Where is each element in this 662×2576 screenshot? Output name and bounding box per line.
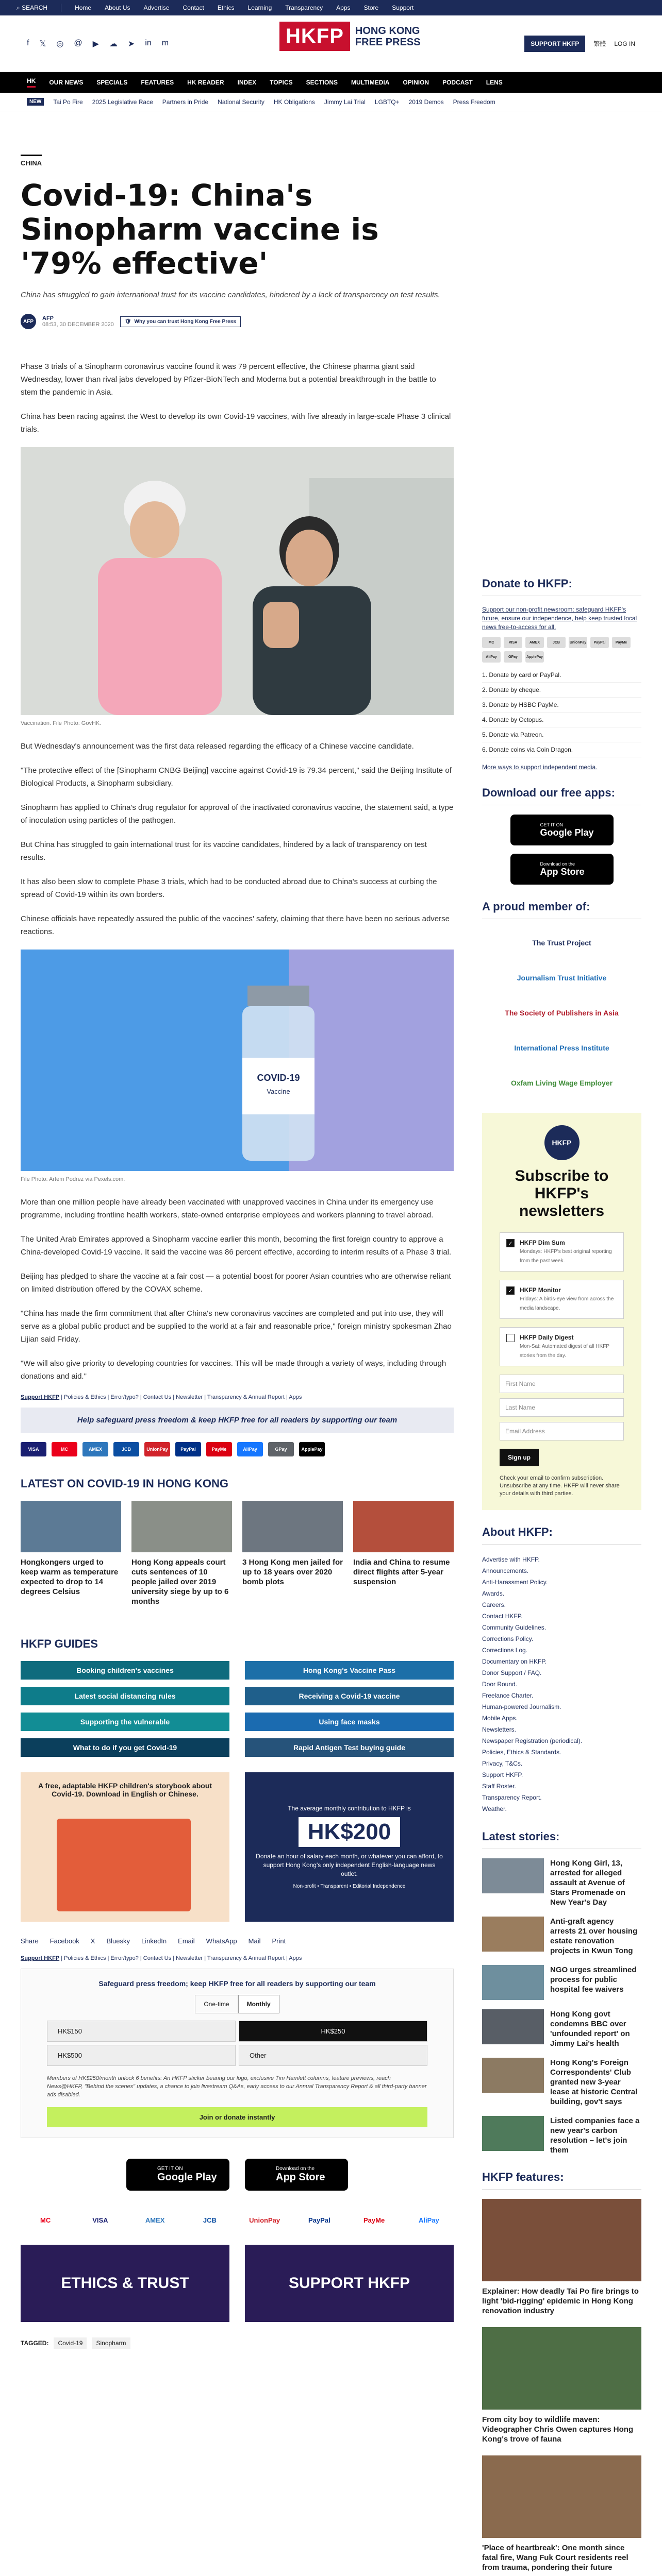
app-store-button[interactable]: Download on the App Store xyxy=(510,854,614,885)
topbar-ethics[interactable]: Ethics xyxy=(217,4,235,11)
app-store-button[interactable]: Download on the App Store xyxy=(245,2159,348,2191)
paragraph: The United Arab Emirates approved a Sinopharm vaccine earlier this month, becoming the first foreign country to approve a China-developed Covid-19 vaccine. It said the vaccine was 86 percent effective, according to interim results of a Phase 3 trial. xyxy=(21,1235,452,1257)
about-link[interactable]: Awards. xyxy=(482,1590,505,1597)
paragraph: Phase 3 trials of a Sinopharm coronavirus vaccine found it was 79 percent effective, the Chinese pharma giant said Wednesday, lower than rival jabs developed by Pfizer-BioNTech and Moderna but a potential breakthrough in the battle to stem the pandemic in Asia. xyxy=(21,362,436,397)
donate-title: Safeguard press freedom; keep HKFP free for all readers by supporting our team xyxy=(98,1979,376,1988)
about-link[interactable]: Human-powered Journalism. xyxy=(482,1703,561,1710)
story-thumbnail xyxy=(482,1858,544,1893)
logo-mark: HKFP xyxy=(279,22,350,51)
guide-button[interactable]: Hong Kong's Vaccine Pass xyxy=(245,1661,454,1680)
author-avatar[interactable]: AFP xyxy=(21,314,36,329)
nav-lens[interactable]: LENS xyxy=(486,79,503,86)
nav-our-news[interactable]: OUR NEWS xyxy=(49,79,84,86)
hkfp-logo: HKFP xyxy=(544,1125,580,1160)
about-link[interactable]: Staff Roster. xyxy=(482,1783,516,1790)
unionpay-icon: UnionPay xyxy=(144,1442,170,1456)
about-link[interactable]: Donor Support / FAQ. xyxy=(482,1669,542,1676)
about-link[interactable]: Advertise with HKFP. xyxy=(482,1556,540,1563)
about-link[interactable]: Privacy, T&Cs. xyxy=(482,1760,523,1767)
tags xyxy=(21,2337,454,2349)
visa-icon: VISA xyxy=(504,637,522,648)
guide-button[interactable]: Rapid Antigen Test buying guide xyxy=(245,1738,454,1757)
policy-links[interactable]: | Policies & Ethics | Error/typo? | Contact Us | Newsletter | Transparency & Annual Report | Apps xyxy=(61,1394,302,1400)
oxfam-logo[interactable]: Oxfam Living Wage Employer xyxy=(510,1079,613,1087)
member-panel xyxy=(482,900,641,1097)
about-link[interactable]: Mobile Apps. xyxy=(482,1715,518,1722)
social-links xyxy=(27,39,169,49)
frequency-tabs xyxy=(47,1995,427,2013)
donate-option[interactable]: 1. Donate by card or PayPal. xyxy=(482,668,641,683)
story-item[interactable]: Hong Kong govt condemns BBC over 'unfounded report' on Jimmy Lai's health xyxy=(482,2009,641,2048)
guide-button[interactable]: Booking children's vaccines xyxy=(21,1661,229,1680)
storybook-promo[interactable]: A free, adaptable HKFP children's storybook about Covid-19. Download in English or Chinese. xyxy=(21,1772,229,1922)
topbar-about[interactable]: About Us xyxy=(105,4,130,11)
paragraph: More than one million people have already been vaccinated with unapproved vaccines in China under its emergency use programme, including frontline health workers, state-owned enterprise employees and workers planning to travel abroad. xyxy=(21,1198,434,1219)
guide-button[interactable]: Using face masks xyxy=(245,1713,454,1731)
story-thumbnail xyxy=(482,2116,544,2151)
nav-index[interactable]: INDEX xyxy=(237,79,257,86)
paragraph: Sinopharm has applied to China's drug regulator for approval of the inactivated coronavirus vaccine, the statement said, a type of inoculation using particles of the pathogen. xyxy=(21,803,454,825)
feature-thumbnail xyxy=(482,2455,641,2538)
share-bluesky[interactable]: Bluesky xyxy=(106,1937,130,1945)
story-item[interactable]: Anti-graft agency arrests 21 over housing estate renovation projects in Kwun Tong xyxy=(482,1917,641,1956)
story-thumbnail xyxy=(21,1501,121,1552)
amount-options xyxy=(47,2021,427,2066)
support-hkfp-banner[interactable]: SUPPORT HKFP xyxy=(245,2245,454,2322)
feature-thumbnail xyxy=(482,2199,641,2281)
about-link[interactable]: Careers. xyxy=(482,1601,506,1608)
story-thumbnail xyxy=(131,1501,232,1552)
latest-stories-panel xyxy=(482,1830,641,2155)
trending-bar xyxy=(0,93,662,111)
guide-button[interactable]: Latest social distancing rules xyxy=(21,1687,229,1705)
newsletter-option[interactable]: ✓ HKFP Dim Sum Mondays: HKFP's best original reporting from the past week. xyxy=(500,1232,624,1272)
paragraph: But Wednesday's announcement was the first data released regarding the efficacy of a Chinese vaccine candidate. xyxy=(21,742,414,751)
bluesky-icon[interactable]: ☁ xyxy=(109,39,118,48)
mastercard-icon: MC xyxy=(52,1442,77,1456)
nav-sections[interactable]: SECTIONS xyxy=(306,79,338,86)
promo-row xyxy=(21,1772,454,1922)
sidebar-heading: Latest stories: xyxy=(482,1830,641,1849)
login-link[interactable]: LOG IN xyxy=(614,40,635,47)
donate-panel xyxy=(482,577,641,771)
visa-icon: VISA xyxy=(21,1442,46,1456)
tab-one-time[interactable]: One-time xyxy=(195,1995,238,2013)
payme-icon: PayMe xyxy=(612,637,631,648)
trending-item[interactable]: Jimmy Lai Trial xyxy=(324,98,366,106)
vaccination-illustration xyxy=(21,447,454,715)
tab-monthly[interactable]: Monthly xyxy=(238,1995,279,2013)
nav-podcast[interactable]: PODCAST xyxy=(442,79,473,86)
about-link[interactable]: Documentary on HKFP. xyxy=(482,1658,547,1665)
payment-methods-grid xyxy=(21,2211,454,2229)
main-nav xyxy=(0,72,662,93)
features-panel xyxy=(482,2171,641,2572)
visa-icon: VISA xyxy=(92,2216,108,2224)
site-header xyxy=(0,15,662,72)
about-link[interactable]: Corrections Policy. xyxy=(482,1635,534,1642)
amount-option-other[interactable]: Other xyxy=(239,2045,427,2066)
feature-item[interactable]: From city boy to wildlife maven: Videographer Chris Owen captures Hong Kong's trove of fauna xyxy=(482,2327,641,2444)
about-link[interactable]: Community Guidelines. xyxy=(482,1624,547,1631)
article-standfirst: China has struggled to gain international trust for its vaccine candidates, hindered by a lack of transparency on test results. xyxy=(21,291,440,299)
instagram-icon[interactable]: ◎ xyxy=(56,39,64,48)
ethics-trust-banner[interactable]: ETHICS & TRUST xyxy=(21,2245,229,2322)
donate-blurb: Support our non-profit newsroom: safeguard HKFP's future, ensure our independence, help keep trusted local news free-to-access for all. xyxy=(482,606,637,631)
share-bar xyxy=(21,1937,454,1945)
sidebar-heading: Donate to HKFP: xyxy=(482,577,641,596)
logo-text: HONG KONG FREE PRESS xyxy=(355,25,421,48)
article-category[interactable]: CHINA xyxy=(21,155,42,167)
footer-banners xyxy=(21,2245,454,2322)
about-link[interactable]: Policies, Ethics & Standards. xyxy=(482,1749,561,1756)
nav-features[interactable]: FEATURES xyxy=(141,79,174,86)
search-link[interactable]: ⌕ SEARCH xyxy=(16,4,48,11)
guide-button[interactable]: What to do if you get Covid-19 xyxy=(21,1738,229,1757)
apps-panel xyxy=(482,786,641,885)
language-toggle[interactable]: 繁體 xyxy=(593,40,606,47)
donate-option[interactable]: 2. Donate by cheque. xyxy=(482,683,641,698)
story-item[interactable]: NGO urges streamlined process for public hospital fee waivers xyxy=(482,1965,641,2000)
paragraph: It has also been slow to complete Phase 3 trials, which had to be conducted abroad due to China's success at curbing the spread of Covid-19 within its own borders. xyxy=(21,877,437,899)
about-link[interactable]: Transparency Report. xyxy=(482,1794,542,1801)
share-label: Share xyxy=(21,1937,39,1945)
topbar-transparency[interactable]: Transparency xyxy=(285,4,323,11)
donate-widget xyxy=(21,1969,454,2138)
jcb-icon: JCB xyxy=(113,1442,139,1456)
nav-specials[interactable]: SPECIALS xyxy=(96,79,128,86)
applepay-icon: ApplePay xyxy=(299,1442,325,1456)
amount-option[interactable]: HK$150 xyxy=(47,2021,236,2042)
payment-logos-mini xyxy=(482,637,641,663)
alipay-icon: AliPay xyxy=(482,651,501,663)
feature-thumbnail xyxy=(482,2327,641,2410)
alipay-icon: AliPay xyxy=(237,1442,263,1456)
donate-option[interactable]: 6. Donate coins via Coin Dragon. xyxy=(482,742,641,757)
paragraph: China has been racing against the West to develop its own Covid-19 vaccines, with five already in large-scale Phase 3 clinical trials. xyxy=(21,412,451,434)
amex-icon: AMEX xyxy=(145,2216,165,2224)
facebook-icon[interactable]: f xyxy=(27,38,29,47)
story-item[interactable]: Hong Kong Girl, 13, arrested for alleged assault at Avenue of Stars Promenade on New Year's Day xyxy=(482,1858,641,1907)
feature-item[interactable]: 'Place of heartbreak': One month since fatal fire, Wang Fuk Court residents reel from trauma, pondering their future xyxy=(482,2455,641,2572)
guides-grid xyxy=(21,1661,454,1757)
photo-caption: Vaccination. File Photo: GovHK. xyxy=(21,720,102,726)
trending-item[interactable]: Partners in Pride xyxy=(162,98,209,106)
amex-icon: AMEX xyxy=(525,637,544,648)
about-link[interactable]: Weather. xyxy=(482,1805,507,1812)
membership-note: Members of HK$250/month unlock 6 benefits: An HKFP sticker bearing our logo, exclusive Tim Hamlett columns, feature previews, reach News@HKFP, "Behind the scenes" updates, a chance to join livestream Q&As, early access to our Annual Transparency Report & all third-party banner ads disabled. xyxy=(47,2075,427,2098)
sopa-logo[interactable]: The Society of Publishers in Asia xyxy=(505,1009,619,1017)
sidebar xyxy=(482,577,641,2576)
linkedin-icon[interactable]: in xyxy=(145,38,152,47)
story-thumbnail xyxy=(482,1917,544,1952)
donation-promo[interactable]: The average monthly contribution to HKFP is HK$200 Donate an hour of salary each month, or whatever you can afford, to support Hong Kong's only independent English-language news outlet. Non-profit • Transparent • Editorial Independence xyxy=(245,1772,454,1922)
share-facebook[interactable]: Facebook xyxy=(49,1937,79,1945)
article-footer-links xyxy=(21,1394,454,1400)
trending-item[interactable]: Press Freedom xyxy=(453,98,495,106)
photo-caption: File Photo: Artem Podrez via Pexels.com. xyxy=(21,1176,125,1182)
feature-item[interactable]: Explainer: How deadly Tai Po fire brings to light 'bid-rigging' epidemic in Hong Kong renovation industry xyxy=(482,2199,641,2316)
payme-icon: PayMe xyxy=(206,1442,232,1456)
vaccine-vial-illustration xyxy=(21,950,454,1171)
support-hkfp-link[interactable]: Support HKFP xyxy=(21,1394,60,1400)
share-x[interactable]: X xyxy=(90,1937,95,1945)
byline xyxy=(21,314,454,329)
average-amount: HK$200 xyxy=(299,1817,400,1847)
support-hkfp-button[interactable]: SUPPORT HKFP xyxy=(524,36,585,52)
newsletter-option[interactable]: HKFP Daily Digest Mon-Sat: Automated digest of all HKFP stories from the day. xyxy=(500,1327,624,1366)
vaccine-vial-photo xyxy=(21,950,454,1171)
app-store-buttons xyxy=(21,2159,454,2191)
sidebar-heading: HKFP features: xyxy=(482,2171,641,2190)
author-name[interactable]: AFP xyxy=(42,315,54,321)
donate-option[interactable]: 3. Donate by HSBC PayMe. xyxy=(482,698,641,713)
latest-covid-list xyxy=(21,1501,454,1606)
shield-icon: 🛡 xyxy=(124,318,131,325)
support-hkfp-link[interactable]: Support HKFP xyxy=(21,1955,60,1961)
story-thumbnail xyxy=(482,2058,544,2093)
paragraph: Chinese officials have repeatedly assured the public of the vaccines' safety, claiming that there have been no serious adverse reactions. xyxy=(21,914,450,936)
more-ways-link[interactable]: More ways to support independent media. xyxy=(482,764,598,771)
googlepay-icon: GPay xyxy=(268,1442,294,1456)
topbar-support[interactable]: Support xyxy=(392,4,414,11)
threads-icon[interactable]: @ xyxy=(74,38,82,47)
latest-card[interactable]: India and China to resume direct flights after 5-year suspension xyxy=(353,1501,454,1606)
new-badge: NEW xyxy=(27,98,44,106)
paragraph: "We will also give priority to developing countries for vaccines. This will be made through a variety of ways, including through donations and aid." xyxy=(21,1359,446,1381)
about-link[interactable]: Door Round. xyxy=(482,1681,518,1688)
paragraph: Beijing has pledged to share the vaccine at a fair cost — a potential boost for poorer Asian countries who are otherwise reliant on limited distribution offered by the COVAX scheme. xyxy=(21,1272,451,1294)
topbar-home[interactable]: Home xyxy=(75,4,92,11)
first-name-input[interactable]: First Name xyxy=(500,1375,624,1393)
jti-logo[interactable]: Journalism Trust Initiative xyxy=(517,974,607,982)
jcb-icon: JCB xyxy=(203,2216,217,2224)
newsletter-panel xyxy=(482,1113,641,1510)
payme-icon: PayMe xyxy=(363,2216,385,2224)
vaccination-photo xyxy=(21,447,454,715)
share-print[interactable]: Print xyxy=(272,1937,286,1945)
jcb-icon: JCB xyxy=(547,637,566,648)
vial-label: COVID-19 xyxy=(257,1073,300,1083)
trending-item[interactable]: 2019 Demos xyxy=(408,98,444,106)
about-link[interactable]: Newsletters. xyxy=(482,1726,517,1733)
nav-multimedia[interactable]: MULTIMEDIA xyxy=(351,79,390,86)
applepay-icon: ApplePay xyxy=(525,651,544,663)
nav-opinion[interactable]: OPINION xyxy=(403,79,429,86)
signup-button[interactable]: Sign up xyxy=(500,1449,539,1466)
unionpay-icon: UnionPay xyxy=(249,2216,280,2224)
last-name-input[interactable]: Last Name xyxy=(500,1398,624,1417)
paypal-icon: PayPal xyxy=(308,2216,330,2224)
share-whatsapp[interactable]: WhatsApp xyxy=(206,1937,237,1945)
trust-badge[interactable]: 🛡 Why you can trust Hong Kong Free Press xyxy=(120,316,241,327)
article-main xyxy=(21,155,454,2349)
topbar-learning[interactable]: Learning xyxy=(247,4,272,11)
trending-item[interactable]: Tai Po Fire xyxy=(53,98,83,106)
telegram-icon[interactable]: ➤ xyxy=(127,39,135,48)
support-banner[interactable]: Help safeguard press freedom & keep HKFP free for all readers by supporting our team xyxy=(21,1408,454,1433)
tag-link[interactable]: Sinopharm xyxy=(92,2337,130,2349)
site-logo[interactable] xyxy=(279,22,421,51)
about-link[interactable]: Contact HKFP. xyxy=(482,1613,523,1620)
trending-item[interactable]: National Security xyxy=(218,98,264,106)
trending-item[interactable]: LGBTQ+ xyxy=(374,98,400,106)
tag-link[interactable]: Covid-19 xyxy=(54,2337,87,2349)
trust-project-logo[interactable]: The Trust Project xyxy=(532,939,591,947)
google-play-button[interactable]: GET IT ON Google Play xyxy=(126,2159,229,2191)
newsletter-title: Subscribe to HKFP's newsletters xyxy=(515,1167,609,1219)
donate-option[interactable]: 4. Donate by Octopus. xyxy=(482,713,641,727)
paypal-icon: PayPal xyxy=(590,637,609,648)
google-play-button[interactable]: GET IT ON Google Play xyxy=(510,815,614,845)
guide-button[interactable]: Supporting the vulnerable xyxy=(21,1713,229,1731)
about-link[interactable]: Anti-Harassment Policy. xyxy=(482,1579,548,1586)
googlepay-icon: GPay xyxy=(504,651,522,663)
story-thumbnail xyxy=(482,2009,544,2044)
checkbox[interactable] xyxy=(506,1334,515,1342)
story-item[interactable]: Hong Kong's Foreign Correspondents' Club granted new 3-year lease at historic Central building, gov't says xyxy=(482,2058,641,2107)
checkbox-checked[interactable]: ✓ xyxy=(506,1239,515,1247)
ipi-logo[interactable]: International Press Institute xyxy=(514,1044,609,1052)
sidebar-heading: Download our free apps: xyxy=(482,786,641,805)
latest-card[interactable]: Hong Kong appeals court cuts sentences of 10 people jailed over 2019 university siege by up to 6 months xyxy=(131,1501,232,1606)
checkbox-checked[interactable]: ✓ xyxy=(506,1286,515,1295)
latest-card[interactable]: Hongkongers urged to keep warm as temperature expected to drop to 14 degrees Celsius xyxy=(21,1501,121,1606)
newsletter-fine-print: Check your email to confirm subscription. Unsubscribe at any time. HKFP will never share your details with third parties. xyxy=(500,1475,620,1497)
topbar-advertise[interactable]: Advertise xyxy=(143,4,170,11)
donate-option[interactable]: 5. Donate via Patreon. xyxy=(482,727,641,742)
topbar-store[interactable]: Store xyxy=(363,4,379,11)
about-list xyxy=(482,1554,641,1815)
unionpay-icon: UnionPay xyxy=(569,637,587,648)
vial-sublabel: Vaccine xyxy=(267,1088,290,1095)
policy-links[interactable]: | Policies & Ethics | Error/typo? | Contact Us | Newsletter | Transparency & Annual Report | Apps xyxy=(61,1955,302,1961)
paragraph: "China has made the firm commitment that after China's new coronavirus vaccines are completed and put into use, they will serve as a global public product and be supplied to the world at a fair and reasonable price," foreign ministry spokesman Zhao Lijian said Friday. xyxy=(21,1309,452,1344)
youtube-icon[interactable]: ▶ xyxy=(92,39,99,48)
share-email[interactable]: Email xyxy=(178,1937,195,1945)
nav-hk[interactable]: HK xyxy=(27,77,36,88)
latest-card[interactable]: 3 Hong Kong men jailed for up to 18 years over 2020 bomb plots xyxy=(242,1501,343,1606)
paypal-icon: PayPal xyxy=(175,1442,201,1456)
latest-section-title: LATEST ON COVID-19 IN HONG KONG xyxy=(21,1477,228,1490)
storybook-cover xyxy=(57,1819,191,1911)
about-link[interactable]: Newspaper Registration (periodical). xyxy=(482,1737,583,1744)
trending-item[interactable]: HK Obligations xyxy=(273,98,315,106)
about-panel xyxy=(482,1526,641,1815)
about-link[interactable]: Support HKFP. xyxy=(482,1771,523,1778)
guide-button[interactable]: Receiving a Covid-19 vaccine xyxy=(245,1687,454,1705)
sidebar-heading: A proud member of: xyxy=(482,900,641,919)
share-mail[interactable]: Mail xyxy=(248,1937,261,1945)
story-thumbnail xyxy=(242,1501,343,1552)
article-footer-links xyxy=(21,1955,454,1961)
share-linkedin[interactable]: LinkedIn xyxy=(141,1937,167,1945)
about-link[interactable]: Corrections Log. xyxy=(482,1647,528,1654)
paragraph: But China has struggled to gain international trust for its vaccine candidates, hindered by a lack of transparency on test results. xyxy=(21,840,427,862)
publish-date: 08:53, 30 DECEMBER 2020 xyxy=(42,321,114,328)
story-thumbnail xyxy=(482,1965,544,2000)
top-bar xyxy=(0,0,662,15)
amex-icon: AMEX xyxy=(82,1442,108,1456)
newsletter-option[interactable]: ✓ HKFP Monitor Fridays: A birds-eye view from across the media landscape. xyxy=(500,1280,624,1319)
email-input[interactable]: Email Address xyxy=(500,1422,624,1440)
payment-logos xyxy=(21,1442,454,1456)
paragraph: "The protective effect of the [Sinopharm CNBG Beijing] vaccine against Covid-19 is 79.34 percent," said the Beijing Institute of Biological Products, a Sinopharm subsidiary. xyxy=(21,766,452,788)
story-item[interactable]: Listed companies face a new year's carbon resolution – let's join them xyxy=(482,2116,641,2155)
article-title: Covid-19: China's Sinopharm vaccine is '79% effective' xyxy=(21,178,379,281)
mastercard-icon: MC xyxy=(40,2216,51,2224)
topbar-contact[interactable]: Contact xyxy=(183,4,204,11)
x-icon[interactable]: 𝕏 xyxy=(39,39,46,48)
tagged-label: TAGGED: xyxy=(21,2340,49,2347)
about-link[interactable]: Announcements. xyxy=(482,1567,529,1574)
story-thumbnail xyxy=(353,1501,454,1552)
nav-topics[interactable]: TOPICS xyxy=(270,79,293,86)
join-donate-button[interactable]: Join or donate instantly xyxy=(47,2107,427,2127)
guides-title: HKFP GUIDES xyxy=(21,1637,98,1650)
trending-item[interactable]: 2025 Legislative Race xyxy=(92,98,153,106)
mastodon-icon[interactable]: m xyxy=(161,38,169,47)
sidebar-heading: About HKFP: xyxy=(482,1526,641,1545)
amount-option-selected[interactable]: HK$250 xyxy=(239,2021,427,2042)
about-link[interactable]: Freelance Charter. xyxy=(482,1692,534,1699)
alipay-icon: AliPay xyxy=(419,2216,439,2224)
nav-hk-reader[interactable]: HK READER xyxy=(187,79,224,86)
topbar-apps[interactable]: Apps xyxy=(336,4,351,11)
amount-option[interactable]: HK$500 xyxy=(47,2045,236,2066)
mastercard-icon: MC xyxy=(482,637,501,648)
